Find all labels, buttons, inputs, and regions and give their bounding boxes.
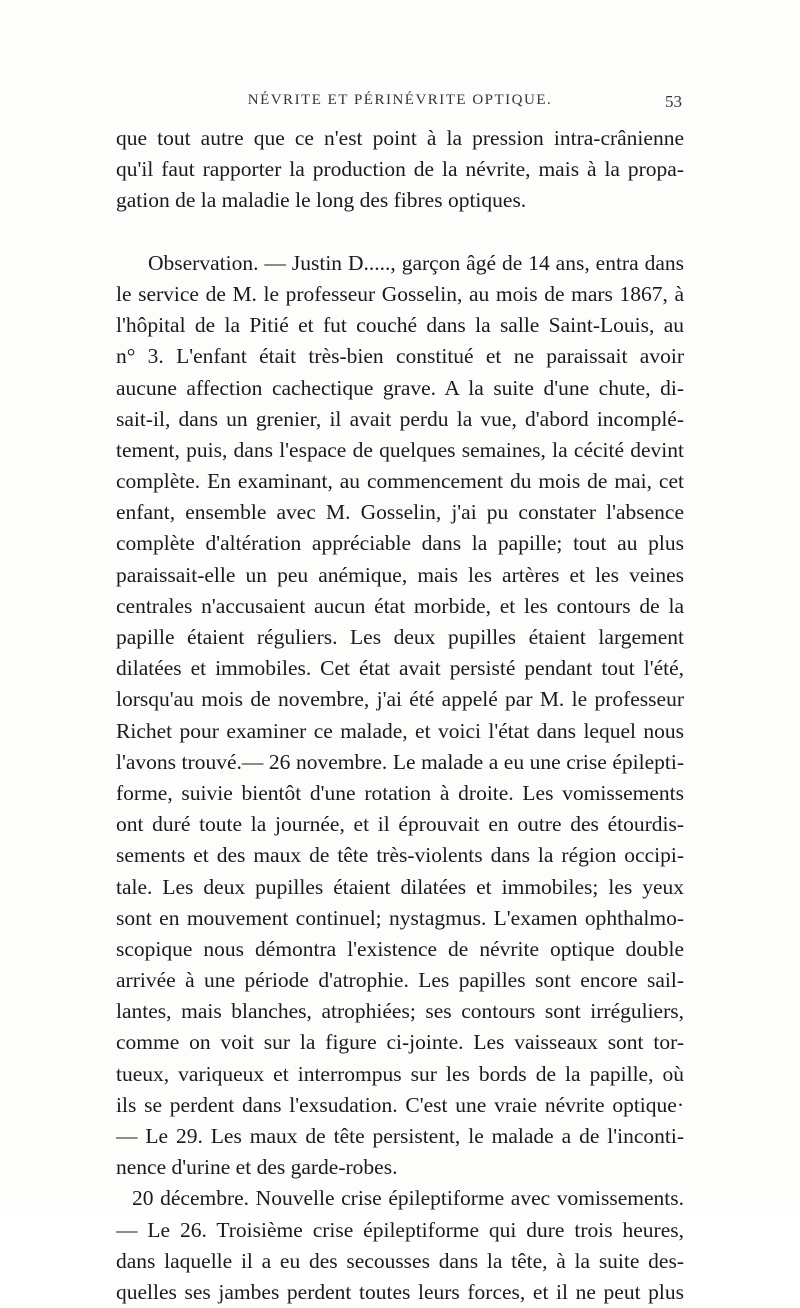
paragraph: [116, 123, 684, 217]
text-line: Observation. — Justin D....., garçon âgé de 14 ans, entra dans: [148, 250, 684, 275]
text-line: tale. Les deux pupilles étaient dilatées et immobiles; les yeux: [116, 874, 684, 899]
text-line: ont duré toute la journée, et il éprouvait en outre des étourdis-: [116, 812, 684, 837]
text-line: le service de M. le professeur Gosselin, au mois de mars 1867, à: [116, 281, 684, 306]
text-line: complète. En examinant, au commencement du mois de mai, cet: [116, 469, 684, 494]
text-line: l'avons trouvé.— 26 novembre. Le malade a eu une crise épilepti-: [116, 749, 684, 774]
text-line: dilatées et immobiles. Cet état avait persisté pendant tout l'été,: [116, 656, 684, 681]
body-text: [116, 123, 684, 1308]
text-line: paraissait-elle un peu anémique, mais les artères et les veines: [116, 562, 684, 587]
text-line: sements et des maux de tête très-violents dans la région occipi-: [116, 843, 684, 868]
observation-paragraph: [116, 248, 684, 1184]
text-line: aucune affection cachectique grave. A la suite d'une chute, di-: [116, 375, 684, 400]
running-title: NÉVRITE ET PÉRINÉVRITE OPTIQUE.: [247, 92, 553, 108]
text-line: nence d'urine et des garde-robes.: [116, 1155, 398, 1180]
text-line: — Le 26. Troisième crise épileptiforme qui dure trois heures,: [116, 1217, 684, 1242]
text-line: quelles ses jambes perdent toutes leurs forces, et il ne peut plus: [116, 1279, 684, 1304]
text-line: complète d'altération appréciable dans la papille; tout au plus: [116, 531, 684, 556]
text-line: 20 décembre. Nouvelle crise épileptiforme avec vomissements.: [132, 1186, 684, 1211]
text-line: qu'il faut rapporter la production de la névrite, mais à la propa-: [116, 157, 684, 182]
text-line: sont en mouvement continuel; nystagmus. L'examen ophthalmo-: [116, 905, 684, 930]
text-line: centrales n'accusaient aucun état morbide, et les contours de la: [116, 593, 684, 618]
text-line: arrivée à une période d'atrophie. Les papilles sont encore sail-: [116, 968, 684, 993]
text-line: comme on voit sur la figure ci-jointe. Les vaisseaux sont tor-: [116, 1030, 684, 1055]
text-line: que tout autre que ce n'est point à la pression intra-crânienne: [116, 126, 684, 150]
text-line: l'hôpital de la Pitié et fut couché dans la salle Saint-Louis, au: [116, 313, 684, 338]
text-line: scopique nous démontra l'existence de névrite optique double: [116, 936, 684, 961]
december-paragraph: [116, 1183, 684, 1308]
text-line: ils se perdent dans l'exsudation. C'est une vraie névrite optique·: [116, 1092, 684, 1117]
text-line: tueux, variqueux et interrompus sur les bords de la papille, où: [116, 1061, 684, 1086]
text-line: n° 3. L'enfant était très-bien constitué et ne paraissait avoir: [116, 344, 684, 369]
text-line: Richet pour examiner ce malade, et voici l'état dans lequel nous: [116, 718, 684, 743]
text-line: dans laquelle il a eu des secousses dans la tête, à la suite des-: [116, 1248, 684, 1273]
paragraph-gap: [116, 217, 684, 248]
text-line: tement, puis, dans l'espace de quelques semaines, la cécité devint: [116, 437, 684, 462]
text-line: forme, suivie bientôt d'une rotation à droite. Les vomissements: [116, 780, 684, 805]
text-line: enfant, ensemble avec M. Gosselin, j'ai pu constater l'absence: [116, 500, 684, 525]
text-line: — Le 29. Les maux de tête persistent, le malade a de l'inconti-: [116, 1124, 684, 1148]
running-head: [118, 92, 682, 116]
page-number: 53: [665, 92, 682, 111]
text-line: gation de la maladie le long des fibres optiques.: [116, 188, 527, 213]
text-line: papille étaient réguliers. Les deux pupilles étaient largement: [116, 625, 684, 649]
text-line: sait-il, dans un grenier, il avait perdu la vue, d'abord incomplé-: [116, 406, 684, 431]
text-line: lorsqu'au mois de novembre, j'ai été appelé par M. le professeur: [116, 687, 684, 712]
text-line: lantes, mais blanches, atrophiées; ses contours sont irréguliers,: [116, 999, 684, 1024]
